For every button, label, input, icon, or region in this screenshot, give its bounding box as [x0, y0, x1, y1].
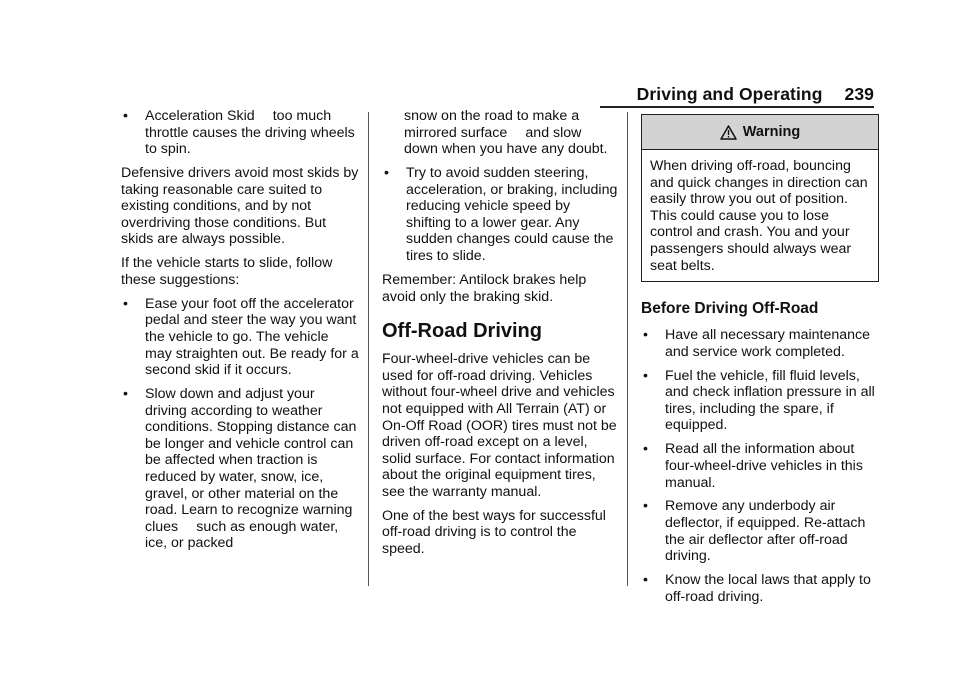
bullet-dot: • — [123, 386, 128, 403]
header-section-title: Driving and Operating — [636, 84, 823, 104]
bullet-item — [641, 441, 879, 491]
bullet-text: Read all the information about four-wheel-drive vehicles in this manual. — [665, 441, 863, 491]
page-number: 239 — [844, 84, 874, 104]
paragraph: Four-wheel-drive vehicles can be used for off-road driving. Vehicles without four-wheel drive and vehicles not equipped with All Terrain (AT) or On-Off Road (OOR) tires must not be driven off-road except on a level, solid surface. For contact information about the original equipment tires, see the warranty manual. — [382, 351, 617, 500]
bullet-text: Try to avoid sudden steering, acceleration, or braking, including reducing vehicle speed by shifting to a lower gear. Any sudden changes could cause the tires to slide. — [406, 165, 618, 265]
warning-header — [642, 115, 878, 150]
bullet-item — [641, 572, 879, 605]
paragraph: One of the best ways for successful off-road driving is to control the speed. — [382, 507, 606, 557]
column-divider — [368, 112, 369, 586]
bullet-dot: • — [643, 327, 648, 344]
bullet-continuation: snow on the road to make a mirrored surface and slow down when you have any doubt. — [404, 108, 608, 158]
bullet-text: Remove any underbody air deflector, if equipped. Re-attach the air deflector after off-road driving. — [665, 498, 866, 565]
warning-triangle-icon — [720, 125, 737, 140]
bullet-dot: • — [643, 441, 648, 458]
bullet-item — [382, 165, 618, 265]
bullet-text: Ease your foot off the accelerator pedal and steer the way you want the vehicle to go. The vehicle may straighten out. Be ready for a second skid if it occurs. — [145, 295, 359, 379]
warning-text: When driving off-road, bouncing and quick changes in direction can easily throw you out of position. This could cause you to lose control and crash. You and your passengers should always wear seat belts. — [650, 158, 868, 274]
bullet-dot: • — [643, 367, 648, 384]
page-header — [637, 84, 874, 105]
bullet-dot: • — [643, 498, 648, 515]
paragraph: Defensive drivers avoid most skids by taking reasonable care suited to existing conditions, and by not overdriving those conditions. But skids are always possible. — [121, 165, 359, 248]
bullet-item — [641, 368, 879, 434]
column-2 — [382, 108, 618, 565]
bullet-text: Know the local laws that apply to off-road driving. — [665, 572, 871, 605]
bullet-dot: • — [123, 295, 128, 312]
warning-box — [641, 114, 879, 282]
bullet-item — [121, 386, 359, 552]
bullet-item — [121, 296, 359, 379]
column-divider — [627, 112, 628, 586]
bullet-item — [641, 498, 879, 564]
bullet-dot: • — [643, 572, 648, 589]
column-1 — [121, 108, 359, 559]
bullet-item — [641, 327, 879, 360]
bullet-item — [121, 108, 359, 158]
section-title: Off-Road Driving — [382, 320, 542, 343]
warning-title: Warning — [742, 123, 801, 140]
bullet-text: Have all necessary maintenance and service work completed. — [665, 327, 871, 360]
paragraph: If the vehicle starts to slide, follow these suggestions: — [121, 255, 333, 288]
paragraph: Remember: Antilock brakes help avoid only the braking skid. — [382, 271, 587, 305]
subsection-title: Before Driving Off-Road — [641, 300, 819, 318]
bullet-text: Slow down and adjust your driving according to weather conditions. Stopping distance can be longer and vehicle control can be affected when traction is reduced by water, snow, ice, gravel, or other material on the road. Learn to recognize warning clues such as enough water, ice, or packed — [145, 386, 357, 552]
column-3 — [641, 108, 879, 613]
bullet-dot: • — [384, 165, 389, 182]
bullet-text: Fuel the vehicle, fill fluid levels, and check inflation pressure in all tires, including the spare, if equipped. — [665, 367, 875, 434]
bullet-text: Acceleration Skid too much throttle causes the driving wheels to spin. — [145, 108, 355, 158]
bullet-dot: • — [123, 108, 128, 124]
